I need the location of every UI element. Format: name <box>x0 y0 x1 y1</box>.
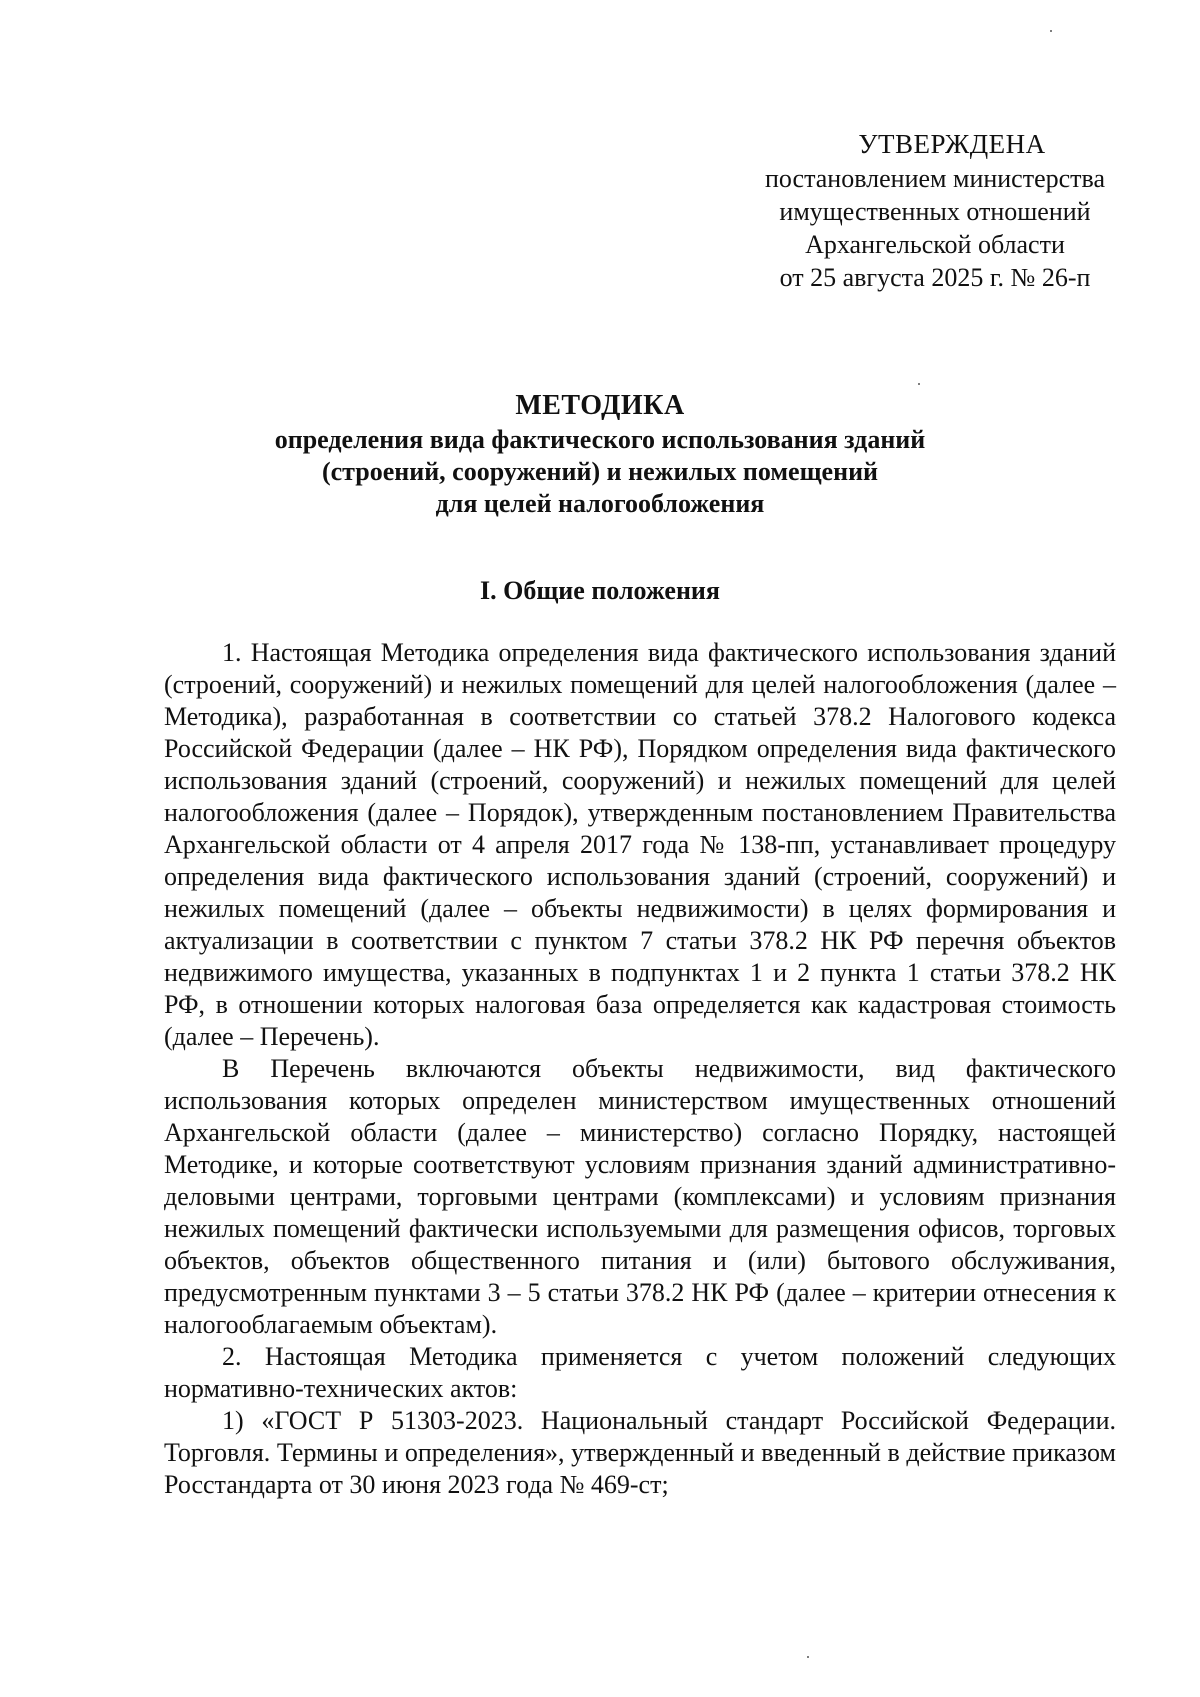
scan-speck <box>1050 30 1052 32</box>
approval-date-line: от 25 августа 2025 г. № 26-п <box>779 263 1091 292</box>
approval-heading: УТВЕРЖДЕНА <box>858 129 1046 159</box>
scan-speck <box>807 1656 809 1658</box>
section-heading: I. Общие положения <box>480 576 720 605</box>
approval-stamp <box>745 128 1125 294</box>
title-line: (строений, сооружений) и нежилых помещений <box>321 457 879 486</box>
paragraph: В Перечень включаются объекты недвижимости, вид фактического использования которых определен министерством имущественных отношений Архангельской области (далее – министерство) согласно Порядку, настоящей Методике, и которые соответствуют условиям признания зданий административно-деловыми центрами, торговыми центрами (комплексами) и условиям признания нежилых помещений фактически используемыми для размещения офисов, торговых объектов, объектов общественного питания и (или) бытового обслуживания, предусмотренным пунктами 3 – 5 статьи 378.2 НК РФ (далее – критерии отнесения к налогооблагаемым объектам). <box>164 1054 1116 1339</box>
title-line: для целей налогообложения <box>435 489 765 518</box>
title-line: определения вида фактического использования зданий <box>274 425 926 454</box>
title-main: МЕТОДИКА <box>515 390 685 421</box>
approval-line: Архангельской области <box>805 230 1065 259</box>
approval-line: постановлением министерства <box>764 164 1106 193</box>
approval-line: имущественных отношений <box>779 197 1091 226</box>
body-text <box>164 637 1116 1501</box>
paragraph: 2. Настоящая Методика применяется с учетом положений следующих нормативно-технических актов: <box>164 1342 1116 1403</box>
scan-speck <box>918 383 920 385</box>
paragraph: 1) «ГОСТ Р 51303-2023. Национальный стандарт Российской Федерации. Торговля. Термины и определения», утвержденный и введенный в действие приказом Росстандарта от 30 июня 2023 года № 469-ст; <box>164 1406 1116 1499</box>
paragraph: 1. Настоящая Методика определения вида фактического использования зданий (строений, сооружений) и нежилых помещений для целей налогообложения (далее – Методика), разработанная в соответствии со статьей 378.2 Налогового кодекса Российской Федерации (далее – НК РФ), Порядком определения вида фактического использования зданий (строений, сооружений) и нежилых помещений для целей налогообложения (далее – Порядок), утвержденным постановлением Правительства Архангельской области от 4 апреля 2017 года № 138-пп, устанавливает процедуру определения вида фактического использования зданий (строений, сооружений) и нежилых помещений (далее – объекты недвижимости) в целях формирования и актуализации в соответствии с пунктом 7 статьи 378.2 НК РФ перечня объектов недвижимого имущества, указанных в подпунктах 1 и 2 пункта 1 статьи 378.2 НК РФ, в отношении которых налоговая база определяется как кадастровая стоимость (далее – Перечень). <box>164 638 1116 1051</box>
document-title <box>160 390 1040 520</box>
